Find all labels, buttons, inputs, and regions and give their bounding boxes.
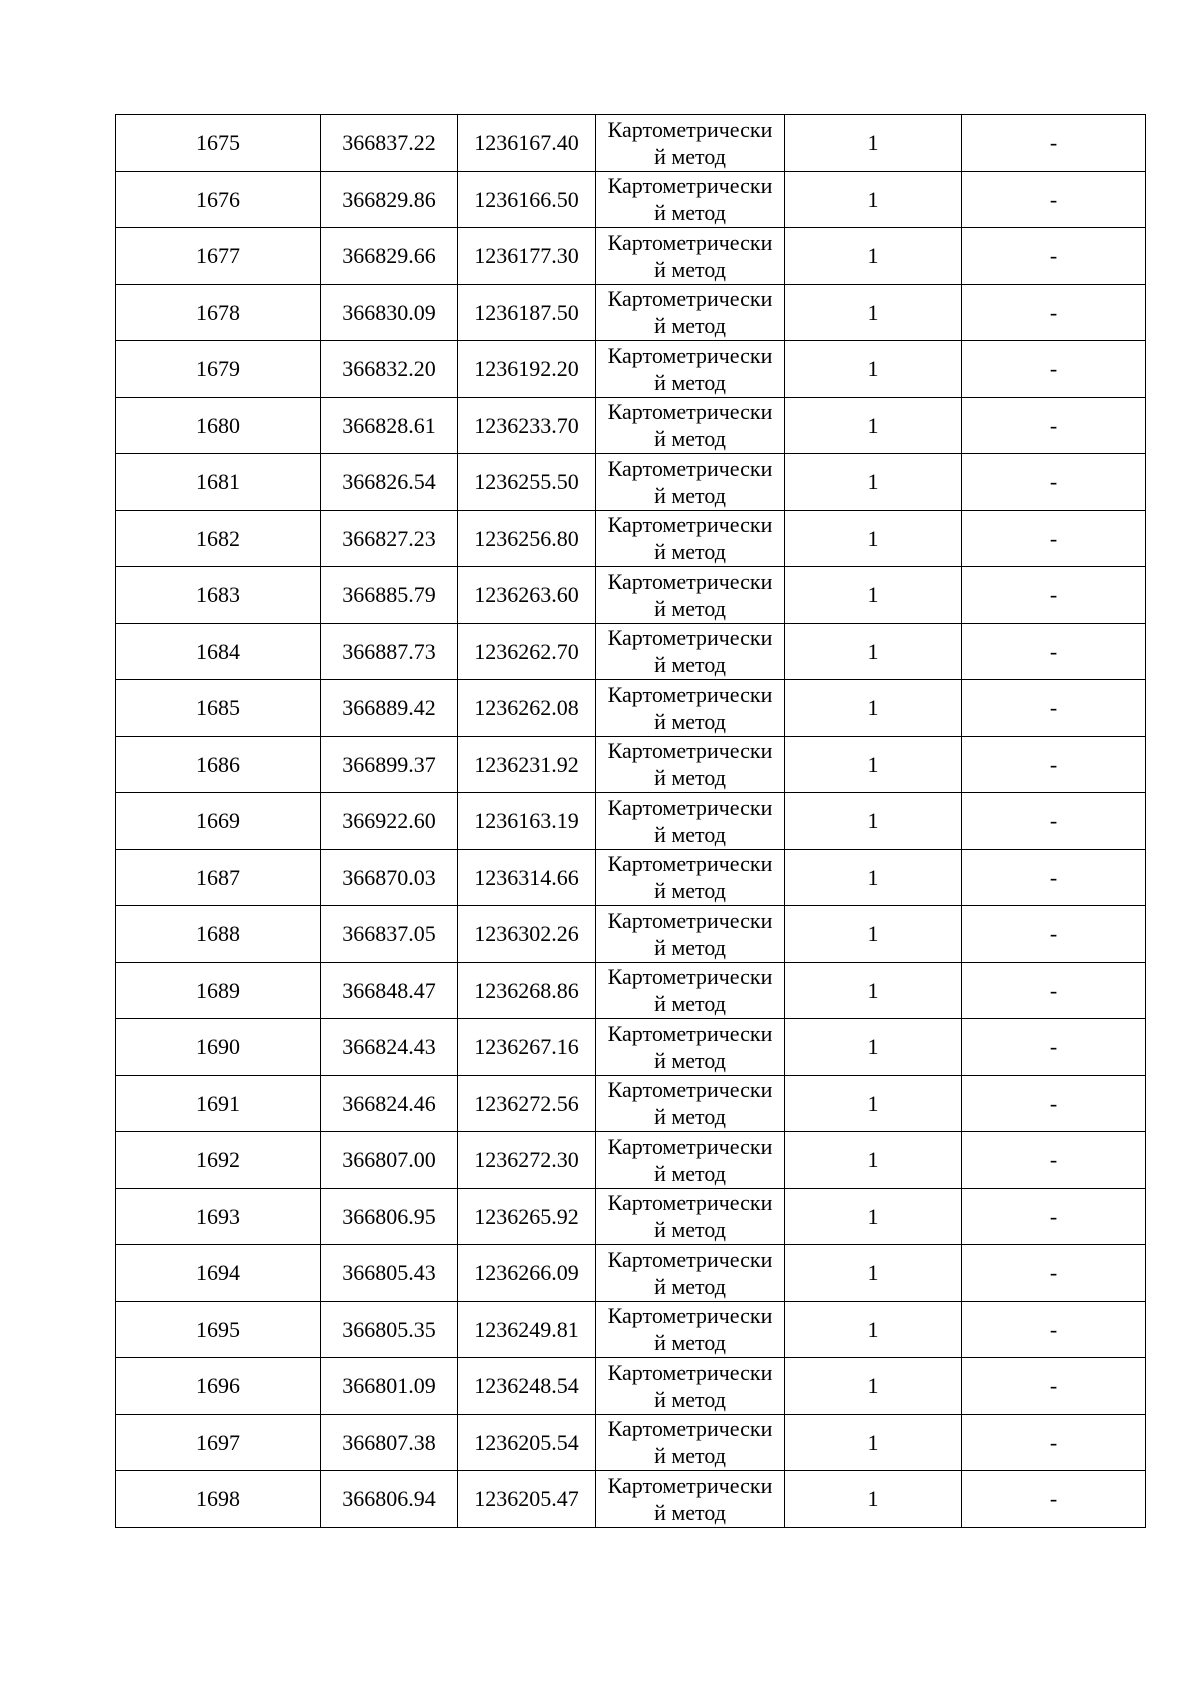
method-line-1: Картометрически (607, 116, 773, 142)
note-cell: - (962, 849, 1146, 906)
point-number-cell: 1684 (116, 623, 321, 680)
point-number-cell: 1688 (116, 906, 321, 963)
x-coordinate-cell: 366870.03 (321, 849, 458, 906)
method-line-1: Картометрически (607, 794, 773, 820)
y-coordinate-cell: 1236187.50 (458, 284, 596, 341)
point-number-cell: 1686 (116, 736, 321, 793)
x-coordinate-cell: 366837.05 (321, 906, 458, 963)
table-row (116, 849, 1146, 906)
method-line-2: й метод (654, 1047, 726, 1073)
method-cell (596, 849, 785, 906)
point-number-cell: 1677 (116, 228, 321, 285)
method-cell (596, 228, 785, 285)
accuracy-cell: 1 (785, 793, 962, 850)
method-line-1: Картометрически (607, 851, 773, 877)
method-cell (596, 284, 785, 341)
x-coordinate-cell: 366805.35 (321, 1301, 458, 1358)
method-line-1: Картометрически (607, 1416, 773, 1442)
note-cell: - (962, 454, 1146, 511)
method-line-1: Картометрически (607, 625, 773, 651)
accuracy-cell: 1 (785, 736, 962, 793)
table-row (116, 906, 1146, 963)
x-coordinate-cell: 366830.09 (321, 284, 458, 341)
table-row (116, 1414, 1146, 1471)
accuracy-cell: 1 (785, 1188, 962, 1245)
x-coordinate-cell: 366922.60 (321, 793, 458, 850)
point-number-cell: 1681 (116, 454, 321, 511)
table-row (116, 1019, 1146, 1076)
x-coordinate-cell: 366889.42 (321, 680, 458, 737)
accuracy-cell: 1 (785, 680, 962, 737)
point-number-cell: 1695 (116, 1301, 321, 1358)
y-coordinate-cell: 1236302.26 (458, 906, 596, 963)
method-line-2: й метод (654, 878, 726, 904)
method-line-2: й метод (654, 200, 726, 226)
accuracy-cell: 1 (785, 1019, 962, 1076)
point-number-cell: 1690 (116, 1019, 321, 1076)
method-line-2: й метод (654, 426, 726, 452)
accuracy-cell: 1 (785, 284, 962, 341)
note-cell: - (962, 962, 1146, 1019)
point-number-cell: 1669 (116, 793, 321, 850)
method-cell (596, 1188, 785, 1245)
method-line-2: й метод (654, 595, 726, 621)
x-coordinate-cell: 366885.79 (321, 567, 458, 624)
point-number-cell: 1685 (116, 680, 321, 737)
note-cell: - (962, 284, 1146, 341)
accuracy-cell: 1 (785, 1301, 962, 1358)
note-cell: - (962, 1188, 1146, 1245)
y-coordinate-cell: 1236167.40 (458, 115, 596, 172)
note-cell: - (962, 567, 1146, 624)
point-number-cell: 1689 (116, 962, 321, 1019)
x-coordinate-cell: 366824.46 (321, 1075, 458, 1132)
method-line-1: Картометрически (607, 173, 773, 199)
method-line-1: Картометрически (607, 964, 773, 990)
x-coordinate-cell: 366806.94 (321, 1471, 458, 1528)
method-line-1: Картометрически (607, 568, 773, 594)
y-coordinate-cell: 1236267.16 (458, 1019, 596, 1076)
table-row (116, 680, 1146, 737)
method-line-2: й метод (654, 1104, 726, 1130)
point-number-cell: 1676 (116, 171, 321, 228)
accuracy-cell: 1 (785, 1075, 962, 1132)
x-coordinate-cell: 366848.47 (321, 962, 458, 1019)
method-line-1: Картометрически (607, 681, 773, 707)
x-coordinate-cell: 366829.86 (321, 171, 458, 228)
note-cell: - (962, 171, 1146, 228)
method-line-2: й метод (654, 482, 726, 508)
y-coordinate-cell: 1236166.50 (458, 171, 596, 228)
point-number-cell: 1691 (116, 1075, 321, 1132)
table-row (116, 962, 1146, 1019)
table-row (116, 1075, 1146, 1132)
point-number-cell: 1679 (116, 341, 321, 398)
note-cell: - (962, 1132, 1146, 1189)
method-cell (596, 793, 785, 850)
x-coordinate-cell: 366801.09 (321, 1358, 458, 1415)
accuracy-cell: 1 (785, 906, 962, 963)
note-cell: - (962, 1019, 1146, 1076)
method-line-1: Картометрически (607, 1020, 773, 1046)
method-line-2: й метод (654, 821, 726, 847)
x-coordinate-cell: 366837.22 (321, 115, 458, 172)
y-coordinate-cell: 1236262.70 (458, 623, 596, 680)
method-line-1: Картометрически (607, 1472, 773, 1498)
table-row (116, 736, 1146, 793)
y-coordinate-cell: 1236314.66 (458, 849, 596, 906)
method-cell (596, 906, 785, 963)
note-cell: - (962, 341, 1146, 398)
method-cell (596, 454, 785, 511)
method-line-2: й метод (654, 1273, 726, 1299)
method-cell (596, 1245, 785, 1302)
table-row (116, 341, 1146, 398)
method-line-2: й метод (654, 539, 726, 565)
method-line-2: й метод (654, 765, 726, 791)
method-line-1: Картометрически (607, 1077, 773, 1103)
y-coordinate-cell: 1236272.30 (458, 1132, 596, 1189)
method-line-1: Картометрически (607, 286, 773, 312)
method-line-2: й метод (654, 143, 726, 169)
x-coordinate-cell: 366807.00 (321, 1132, 458, 1189)
method-line-1: Картометрически (607, 455, 773, 481)
y-coordinate-cell: 1236177.30 (458, 228, 596, 285)
y-coordinate-cell: 1236205.47 (458, 1471, 596, 1528)
x-coordinate-cell: 366887.73 (321, 623, 458, 680)
table-row (116, 171, 1146, 228)
x-coordinate-cell: 366832.20 (321, 341, 458, 398)
method-line-2: й метод (654, 1499, 726, 1525)
note-cell: - (962, 736, 1146, 793)
note-cell: - (962, 228, 1146, 285)
method-cell (596, 1414, 785, 1471)
method-cell (596, 680, 785, 737)
accuracy-cell: 1 (785, 397, 962, 454)
note-cell: - (962, 906, 1146, 963)
accuracy-cell: 1 (785, 567, 962, 624)
point-number-cell: 1692 (116, 1132, 321, 1189)
table-row (116, 623, 1146, 680)
point-number-cell: 1683 (116, 567, 321, 624)
table-row (116, 1245, 1146, 1302)
table-row (116, 454, 1146, 511)
note-cell: - (962, 397, 1146, 454)
method-line-2: й метод (654, 708, 726, 734)
table-row (116, 397, 1146, 454)
coordinates-table-body (116, 115, 1146, 1528)
method-cell (596, 1471, 785, 1528)
note-cell: - (962, 115, 1146, 172)
method-line-1: Картометрически (607, 1303, 773, 1329)
method-cell (596, 1075, 785, 1132)
point-number-cell: 1687 (116, 849, 321, 906)
x-coordinate-cell: 366828.61 (321, 397, 458, 454)
y-coordinate-cell: 1236255.50 (458, 454, 596, 511)
table-row (116, 1358, 1146, 1415)
x-coordinate-cell: 366899.37 (321, 736, 458, 793)
table-row (116, 1301, 1146, 1358)
note-cell: - (962, 793, 1146, 850)
y-coordinate-cell: 1236249.81 (458, 1301, 596, 1358)
accuracy-cell: 1 (785, 115, 962, 172)
method-line-1: Картометрически (607, 229, 773, 255)
point-number-cell: 1675 (116, 115, 321, 172)
method-line-2: й метод (654, 1217, 726, 1243)
y-coordinate-cell: 1236272.56 (458, 1075, 596, 1132)
method-line-1: Картометрически (607, 1133, 773, 1159)
method-line-1: Картометрически (607, 399, 773, 425)
x-coordinate-cell: 366824.43 (321, 1019, 458, 1076)
y-coordinate-cell: 1236268.86 (458, 962, 596, 1019)
method-line-1: Картометрически (607, 1246, 773, 1272)
method-line-1: Картометрически (607, 342, 773, 368)
method-cell (596, 341, 785, 398)
method-cell (596, 1019, 785, 1076)
method-line-2: й метод (654, 652, 726, 678)
method-line-2: й метод (654, 1386, 726, 1412)
method-line-2: й метод (654, 313, 726, 339)
point-number-cell: 1696 (116, 1358, 321, 1415)
method-line-2: й метод (654, 1160, 726, 1186)
method-line-2: й метод (654, 934, 726, 960)
table-row (116, 510, 1146, 567)
y-coordinate-cell: 1236256.80 (458, 510, 596, 567)
y-coordinate-cell: 1236265.92 (458, 1188, 596, 1245)
note-cell: - (962, 1358, 1146, 1415)
method-line-2: й метод (654, 1443, 726, 1469)
method-line-1: Картометрически (607, 1190, 773, 1216)
x-coordinate-cell: 366807.38 (321, 1414, 458, 1471)
y-coordinate-cell: 1236192.20 (458, 341, 596, 398)
method-line-2: й метод (654, 256, 726, 282)
point-number-cell: 1697 (116, 1414, 321, 1471)
accuracy-cell: 1 (785, 962, 962, 1019)
note-cell: - (962, 1245, 1146, 1302)
note-cell: - (962, 1414, 1146, 1471)
accuracy-cell: 1 (785, 454, 962, 511)
point-number-cell: 1678 (116, 284, 321, 341)
accuracy-cell: 1 (785, 849, 962, 906)
method-line-1: Картометрически (607, 1359, 773, 1385)
note-cell: - (962, 1075, 1146, 1132)
y-coordinate-cell: 1236233.70 (458, 397, 596, 454)
x-coordinate-cell: 366826.54 (321, 454, 458, 511)
accuracy-cell: 1 (785, 341, 962, 398)
method-cell (596, 171, 785, 228)
method-cell (596, 115, 785, 172)
x-coordinate-cell: 366806.95 (321, 1188, 458, 1245)
y-coordinate-cell: 1236205.54 (458, 1414, 596, 1471)
method-line-1: Картометрически (607, 738, 773, 764)
accuracy-cell: 1 (785, 510, 962, 567)
method-cell (596, 1132, 785, 1189)
coordinates-table (115, 114, 1146, 1528)
point-number-cell: 1682 (116, 510, 321, 567)
method-cell (596, 1358, 785, 1415)
x-coordinate-cell: 366805.43 (321, 1245, 458, 1302)
y-coordinate-cell: 1236263.60 (458, 567, 596, 624)
accuracy-cell: 1 (785, 1414, 962, 1471)
method-line-2: й метод (654, 991, 726, 1017)
method-cell (596, 397, 785, 454)
y-coordinate-cell: 1236163.19 (458, 793, 596, 850)
note-cell: - (962, 1471, 1146, 1528)
point-number-cell: 1694 (116, 1245, 321, 1302)
y-coordinate-cell: 1236262.08 (458, 680, 596, 737)
point-number-cell: 1680 (116, 397, 321, 454)
table-row (116, 793, 1146, 850)
accuracy-cell: 1 (785, 228, 962, 285)
point-number-cell: 1698 (116, 1471, 321, 1528)
table-row (116, 115, 1146, 172)
table-row (116, 567, 1146, 624)
method-cell (596, 623, 785, 680)
x-coordinate-cell: 366827.23 (321, 510, 458, 567)
y-coordinate-cell: 1236248.54 (458, 1358, 596, 1415)
table-row (116, 228, 1146, 285)
note-cell: - (962, 680, 1146, 737)
method-cell (596, 567, 785, 624)
method-cell (596, 962, 785, 1019)
method-line-2: й метод (654, 1330, 726, 1356)
table-row (116, 284, 1146, 341)
note-cell: - (962, 623, 1146, 680)
method-line-1: Картометрически (607, 907, 773, 933)
table-row (116, 1132, 1146, 1189)
method-cell (596, 510, 785, 567)
point-number-cell: 1693 (116, 1188, 321, 1245)
table-row (116, 1471, 1146, 1528)
method-cell (596, 736, 785, 793)
accuracy-cell: 1 (785, 1358, 962, 1415)
accuracy-cell: 1 (785, 1132, 962, 1189)
y-coordinate-cell: 1236266.09 (458, 1245, 596, 1302)
table-row (116, 1188, 1146, 1245)
accuracy-cell: 1 (785, 1471, 962, 1528)
x-coordinate-cell: 366829.66 (321, 228, 458, 285)
method-line-1: Картометрически (607, 512, 773, 538)
note-cell: - (962, 1301, 1146, 1358)
note-cell: - (962, 510, 1146, 567)
accuracy-cell: 1 (785, 1245, 962, 1302)
y-coordinate-cell: 1236231.92 (458, 736, 596, 793)
accuracy-cell: 1 (785, 623, 962, 680)
method-cell (596, 1301, 785, 1358)
accuracy-cell: 1 (785, 171, 962, 228)
method-line-2: й метод (654, 369, 726, 395)
